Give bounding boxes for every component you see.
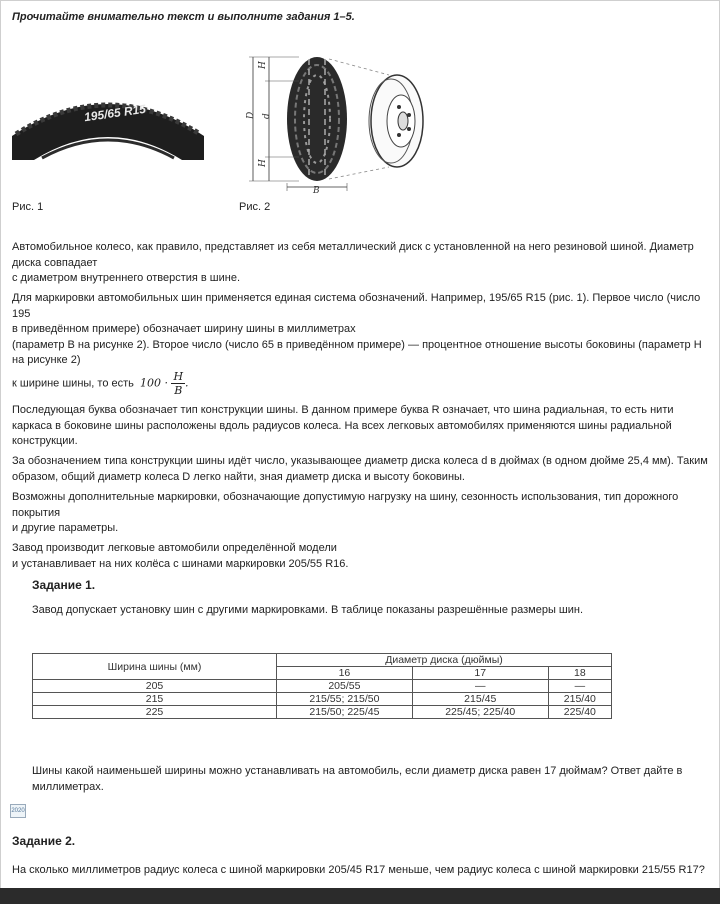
- intro-paragraph-1: [12, 240, 714, 287]
- text-line: Шины какой наименьшей ширины можно устанавливать на автомобиль, если диаметр диска равен 17 дюймам? Ответ дайте в миллиметрах.: [32, 765, 683, 793]
- formula-tail: .: [185, 376, 189, 390]
- table-cell: 215/40: [548, 693, 611, 706]
- text-line: с диаметром внутреннего отверстия в шине.: [12, 272, 241, 284]
- intro-paragraph-4: [12, 454, 714, 485]
- label-h-bottom: H: [258, 159, 268, 167]
- table-header-diameter: Диаметр диска (дюймы): [277, 654, 612, 667]
- table-cell-width: 225: [33, 706, 277, 719]
- text-line: Завод производит легковые автомобили определённой модели: [12, 542, 337, 554]
- formula-numerator: H: [173, 370, 184, 383]
- text-line: Для маркировки автомобильных шин применяется единая система обозначений. Например, 195/65 R15 (рис. 1). Первое число (число 195: [12, 292, 701, 320]
- task-2-question: [12, 863, 714, 879]
- text-line: Возможны дополнительные маркировки, обозначающие допустимую нагрузку на шину, сезонность использования, тип дорожного покрытия: [12, 491, 679, 519]
- table-cell: 225/40: [548, 706, 611, 719]
- table-cell: —: [548, 680, 611, 693]
- table-cell: 215/55; 215/50: [277, 693, 413, 706]
- task-2-heading: Задание 2.: [12, 834, 76, 848]
- text-line: Завод допускает установку шин с другими маркировками. В таблице показаны разрешённые размеры шин.: [32, 604, 584, 616]
- table-cell: 205/55: [277, 680, 413, 693]
- label-B: B: [313, 186, 320, 194]
- intro-paragraph-6: [12, 541, 714, 572]
- text-line: За обозначением типа конструкции шины идёт число, указывающее диаметр диска колеса d в дюймах (в одном дюйме 25,4 мм). Таким образом, общий диаметр колеса D легко найти, зная диаметр диска и высоту боковины.: [12, 455, 708, 483]
- intro-paragraph-3: [12, 403, 714, 450]
- table-col-17: 17: [412, 667, 548, 680]
- text-line: На сколько миллиметров радиус колеса с шиной маркировки 205/45 R17 меньше, чем радиус колеса с шиной маркировки 215/55 R17?: [12, 864, 705, 876]
- table-cell: —: [412, 680, 548, 693]
- figure-1-label: Рис. 1: [12, 201, 44, 213]
- formula-fraction: [171, 370, 185, 397]
- formula-denominator: B: [174, 384, 183, 397]
- tire-photo-image: [12, 84, 204, 160]
- formula: [140, 370, 189, 397]
- table-header-width: Ширина шины (мм): [33, 654, 277, 680]
- wheel-diagram-svg: [239, 49, 432, 194]
- text-line: Последующая буква обозначает тип конструкции шины. В данном примере буква R означает, что шина радиальная, то есть нити каркаса в боковине шины расположены вдоль радиусов колеса. На всех легковых автомобилях применяются шины радиальной конструкции.: [12, 404, 674, 447]
- table-row: [33, 693, 612, 706]
- formula-coef: 100 ·: [139, 376, 168, 390]
- task-1-heading: Задание 1.: [32, 578, 96, 592]
- task-1-text: [32, 603, 702, 619]
- formula-line: [12, 370, 714, 397]
- text-line: и устанавливает на них колёса с шинами маркировки 205/55 R16.: [12, 557, 349, 570]
- text-line: в приведённом примере) обозначает ширину шины в миллиметрах: [12, 323, 356, 335]
- intro-paragraph-2: [12, 291, 714, 369]
- tire-marking-text: 195/65 R15: [83, 101, 147, 125]
- figure-1-tire-photo: [12, 84, 204, 160]
- intro-paragraph-5: [12, 490, 714, 537]
- table-cell-width: 215: [33, 693, 277, 706]
- figure-2-wheel-diagram: [239, 49, 432, 194]
- table-row: [33, 680, 612, 693]
- page-title: Прочитайте внимательно текст и выполните задания 1–5.: [12, 11, 355, 23]
- table-cell-width: 205: [33, 680, 277, 693]
- table-header-row: [33, 654, 612, 667]
- text-line: Автомобильное колесо, как правило, представляет из себя металлический диск с установленной на него резиновой шиной. Диаметр диска совпадает: [12, 241, 694, 269]
- image-placeholder-icon[interactable]: 2020: [10, 804, 26, 818]
- figure-2-label: Рис. 2: [239, 201, 271, 213]
- bottom-dark-bar: [0, 888, 720, 904]
- formula-prefix: к ширине шины, то есть: [12, 377, 134, 390]
- table-cell: 215/45: [412, 693, 548, 706]
- table-col-16: 16: [277, 667, 413, 680]
- text-line: и другие параметры.: [12, 522, 119, 534]
- text-line: (параметр B на рисунке 2). Второе число (число 65 в приведённом примере) — процентное отношение высоты боковины (параметр H на рисунке 2): [12, 338, 702, 366]
- tire-sizes-table: [32, 653, 612, 719]
- label-D: D: [246, 111, 256, 119]
- table-cell: 225/45; 225/40: [412, 706, 548, 719]
- label-d: d: [262, 113, 272, 119]
- table-col-18: 18: [548, 667, 611, 680]
- task-1-question: [32, 764, 707, 795]
- table-cell: 215/50; 225/45: [277, 706, 413, 719]
- label-h-top: H: [258, 61, 268, 69]
- table-row: [33, 706, 612, 719]
